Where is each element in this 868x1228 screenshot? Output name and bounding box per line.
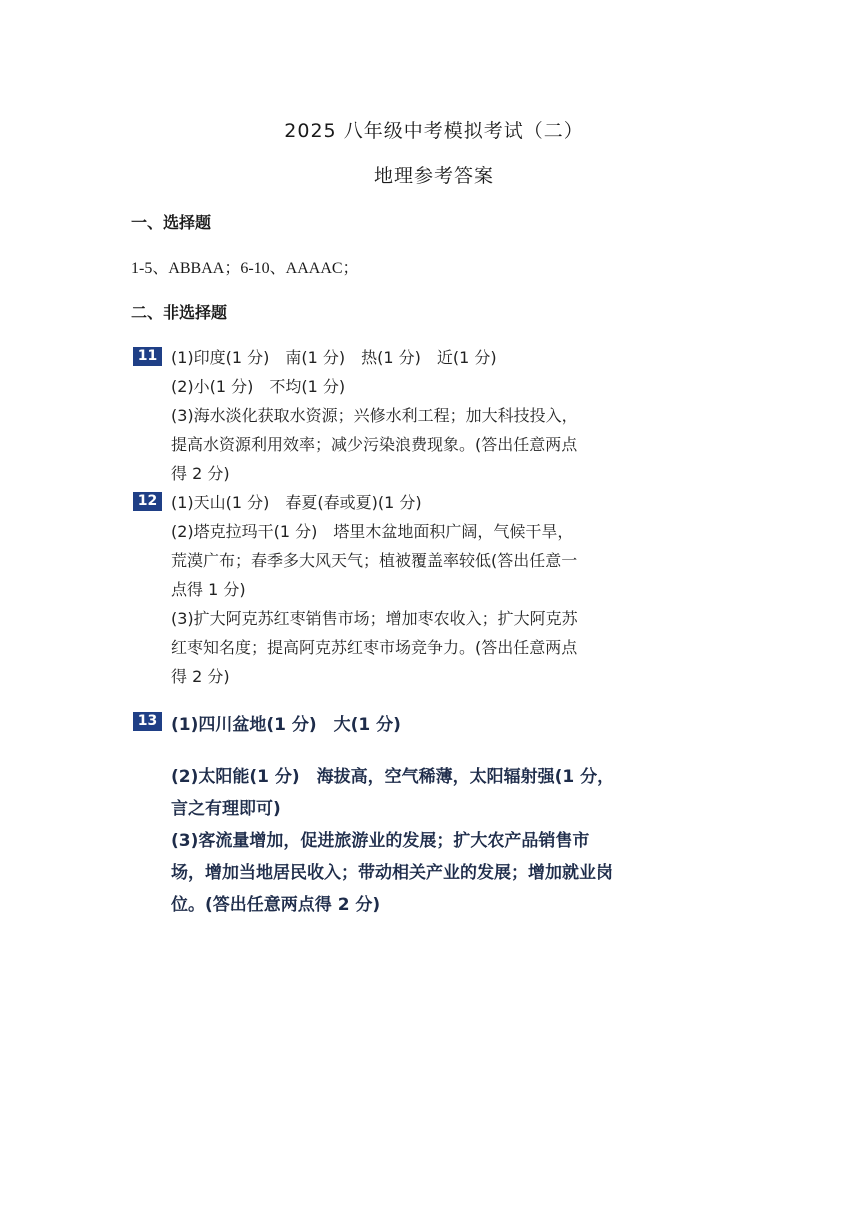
answer-line: (1)四川盆地(1 分) 大(1 分) — [171, 715, 401, 735]
answer-line: 场，增加当地居民收入；带动相关产业的发展；增加就业岗 — [171, 863, 613, 883]
question-number-badge: 13 — [133, 712, 162, 731]
answer-line: (2)塔克拉玛干(1 分) 塔里木盆地面积广阔，气候干旱， — [171, 522, 574, 541]
answer-line: (3)客流量增加，促进旅游业的发展；扩大农产品销售市 — [171, 831, 590, 851]
answer-line: 红枣知名度；提高阿克苏红枣市场竞争力。(答出任意两点 — [171, 638, 578, 657]
choice-answers: 1-5、ABBAA；6-10、AAAAC； — [131, 260, 359, 277]
answer-line: (1)印度(1 分) 南(1 分) 热(1 分) 近(1 分) — [171, 348, 497, 367]
answer-line: (2)小(1 分) 不均(1 分) — [171, 377, 346, 396]
answer-line: 位。(答出任意两点得 2 分) — [171, 895, 381, 915]
answer-line: 荒漠广布；春季多大风天气；植被覆盖率较低(答出任意一 — [171, 551, 578, 570]
question-number-badge: 12 — [133, 492, 162, 511]
question-number-badge: 11 — [133, 347, 162, 366]
answer-line: (3)扩大阿克苏红枣销售市场；增加枣农收入；扩大阿克苏 — [171, 609, 578, 628]
section-nonchoice-heading: 二、非选择题 — [131, 303, 228, 322]
answer-line: 言之有理即可) — [171, 799, 281, 819]
answer-line: (3)海水淡化获取水资源；兴修水利工程；加大科技投入， — [171, 406, 578, 425]
exam-subtitle: 地理参考答案 — [373, 165, 494, 187]
answer-line: 得 2 分) — [171, 667, 230, 686]
answer-line: 提高水资源利用效率；减少污染浪费现象。(答出任意两点 — [171, 435, 578, 454]
answer-line: (1)天山(1 分) 春夏(春或夏)(1 分) — [171, 493, 422, 512]
answer-line: 得 2 分) — [171, 464, 230, 483]
answer-line: (2)太阳能(1 分) 海拔高，空气稀薄，太阳辐射强(1 分， — [171, 767, 615, 787]
section-choice-heading: 一、选择题 — [131, 213, 212, 232]
exam-title: 2025 八年级中考模拟考试（二） — [284, 120, 584, 142]
answer-line: 点得 1 分) — [171, 580, 246, 599]
